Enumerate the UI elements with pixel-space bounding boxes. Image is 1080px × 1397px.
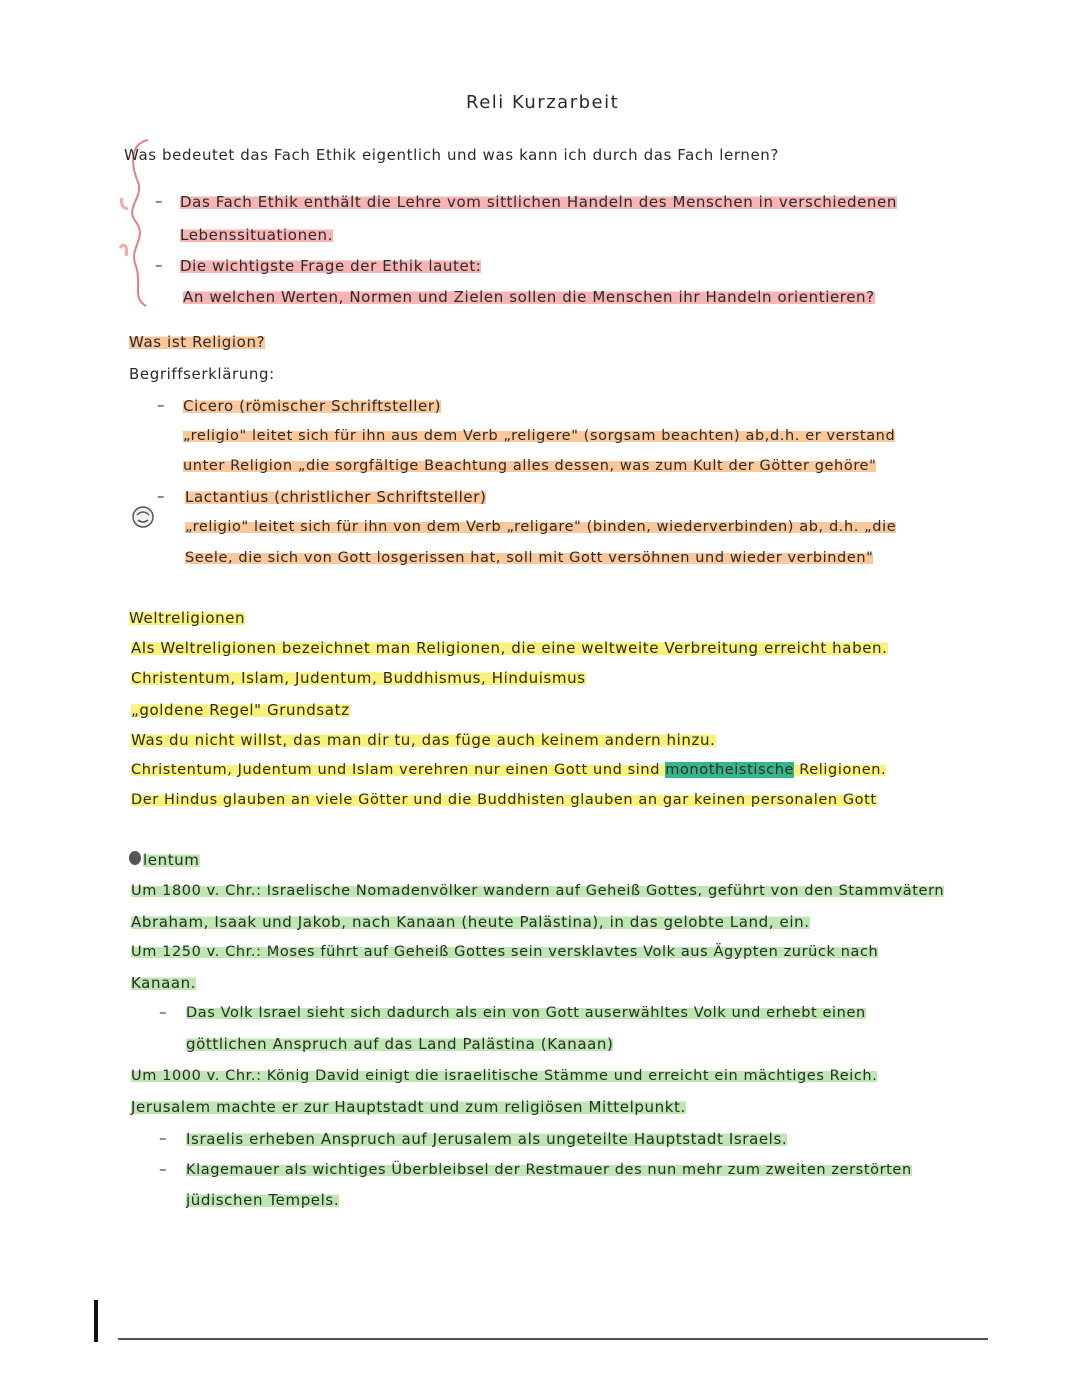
lactantius-line2 [185, 547, 873, 569]
text-highlight: Um 1250 v. Chr.: Moses führt auf Geheiß Gottes sein versklavtes Volk aus Ägypten zurück nach [131, 944, 879, 960]
judentum-1800-line2 [131, 911, 810, 933]
text-highlight: Um 1000 v. Chr.: König David einigt die israelitische Stämme und erreicht ein mächtiges Reich. [131, 1068, 878, 1084]
text-highlight: Der Hindus glauben an viele Götter und die Buddhisten glauben an gar keinen personalen Gott [131, 792, 877, 808]
question-ethik: Was bedeutet das Fach Ethik eigentlich und was kann ich durch das Fach lernen? [124, 146, 779, 164]
text-highlight: „religio" leitet sich für ihn von dem Verb „religare" (binden, wiederverbinden) ab, d.h. „die [185, 519, 897, 535]
text-highlight: Um 1800 v. Chr.: Israelische Nomadenvölker wandern auf Geheiß Gottes, geführt von den Stammvätern [131, 883, 945, 899]
text-highlight: Cicero (römischer Schriftsteller) [183, 397, 442, 415]
text-highlight: Israelis erheben Anspruch auf Jerusalem als ungeteilte Hauptstadt Israels. [186, 1130, 788, 1148]
cicero-line1 [183, 425, 895, 447]
text-highlight: jüdischen Tempels. [186, 1191, 340, 1209]
cicero-line2 [183, 455, 876, 477]
judentum-1800-line1 [131, 880, 944, 902]
jerusalem-anspruch [186, 1128, 787, 1150]
text-highlight: Lebenssituationen. [180, 226, 333, 244]
text-highlight: Klagemauer als wichtiges Überbleibsel der Restmauer des nun mehr zum zweiten zerstörten [186, 1162, 912, 1178]
begriffserklaerung: Begriffserklärung: [129, 365, 275, 383]
klagemauer-line2 [186, 1189, 339, 1211]
text-highlight: Das Volk Israel sieht sich dadurch als ein von Gott auserwähltes Volk und erhebt einen [186, 1005, 866, 1021]
text-highlight: Die wichtigste Frage der Ethik lautet: [180, 257, 482, 275]
paper-edge [94, 1300, 98, 1342]
dash-bullet: – [157, 487, 165, 505]
klagemauer-line1 [186, 1159, 912, 1181]
goldene-regel-text [131, 729, 716, 751]
weltreligionen-list [131, 667, 586, 689]
lactantius-line1 [185, 516, 896, 538]
smiley-doodle [130, 504, 156, 530]
text-highlight: Christentum, Islam, Judentum, Buddhismus, Hinduismus [131, 669, 586, 687]
text-highlight: göttlichen Anspruch auf das Land Palästina (Kanaan) [186, 1035, 614, 1053]
ethik-question-intro [180, 255, 481, 277]
dash-bullet: – [159, 1129, 167, 1147]
text-highlight: „religio" leitet sich für ihn aus dem Verb „religere" (sorgsam beachten) ab,d.h. er verstand [183, 428, 896, 444]
judentum-1000-line1 [131, 1065, 877, 1087]
religion-heading [129, 331, 265, 353]
text-highlight: Seele, die sich von Gott losgerissen hat, soll mit Gott versöhnen und wieder verbinden" [185, 550, 874, 566]
text-highlight: An welchen Werten, Normen und Zielen sollen die Menschen ihr Handeln orientieren? [183, 288, 875, 306]
goldene-regel-heading [131, 699, 350, 721]
monotheismus-line [131, 759, 886, 781]
page-title: Reli Kurzarbeit [466, 92, 620, 113]
lactantius-heading [185, 486, 486, 508]
text-highlight: Was ist Religion? [129, 333, 266, 351]
text-highlight: unter Religion „die sorgfältige Beachtung alles dessen, was zum Kult der Götter gehöre" [183, 458, 877, 474]
text-highlight: Das Fach Ethik enthält die Lehre vom sittlichen Handeln des Menschen in verschiedenen [180, 193, 897, 211]
cicero-heading [183, 395, 441, 417]
judentum-heading [143, 849, 200, 871]
weltreligionen-heading [129, 607, 245, 629]
weltreligionen-definition [131, 637, 888, 659]
text-highlight: Weltreligionen [129, 609, 246, 627]
israel-auserwaehlt-line1 [186, 1002, 866, 1024]
dash-bullet: – [157, 396, 165, 414]
text-highlight: Religionen. [794, 762, 887, 778]
judentum-1250-line2 [131, 972, 196, 994]
text-highlight: Lactantius (christlicher Schriftsteller) [185, 488, 487, 506]
ethik-definition-line2 [180, 224, 333, 246]
israel-auserwaehlt-line2 [186, 1033, 613, 1055]
page-bottom-edge [118, 1338, 988, 1340]
dash-bullet: – [155, 192, 163, 210]
dash-bullet: – [159, 1160, 167, 1178]
text-highlight: Christentum, Judentum und Islam verehren nur einen Gott und sind [131, 762, 666, 778]
text-highlight: „goldene Regel" Grundsatz [131, 701, 350, 719]
ink-blot [128, 850, 142, 866]
text-highlight: Was du nicht willst, das man dir tu, das füge auch keinem andern hinzu. [131, 731, 716, 749]
text-highlight: Kanaan. [131, 974, 197, 992]
ethik-definition-line1 [180, 191, 897, 213]
judentum-1250-line1 [131, 941, 878, 963]
judentum-1000-line2 [131, 1096, 686, 1118]
dash-bullet: – [155, 256, 163, 274]
text-highlight: Abraham, Isaak und Jakob, nach Kanaan (heute Palästina), in das gelobte Land, ein. [131, 913, 810, 931]
ethik-question [183, 286, 875, 308]
text-highlight: lentum [143, 851, 200, 869]
text-highlight: Als Weltreligionen bezeichnet man Religionen, die eine weltweite Verbreitung erreicht haben. [131, 639, 888, 657]
hindus-buddhisten-line [131, 789, 877, 811]
text-highlight: Jerusalem machte er zur Hauptstadt und zum religiösen Mittelpunkt. [131, 1098, 686, 1116]
dash-bullet: – [159, 1003, 167, 1021]
term-highlight: monotheistische [665, 762, 795, 778]
